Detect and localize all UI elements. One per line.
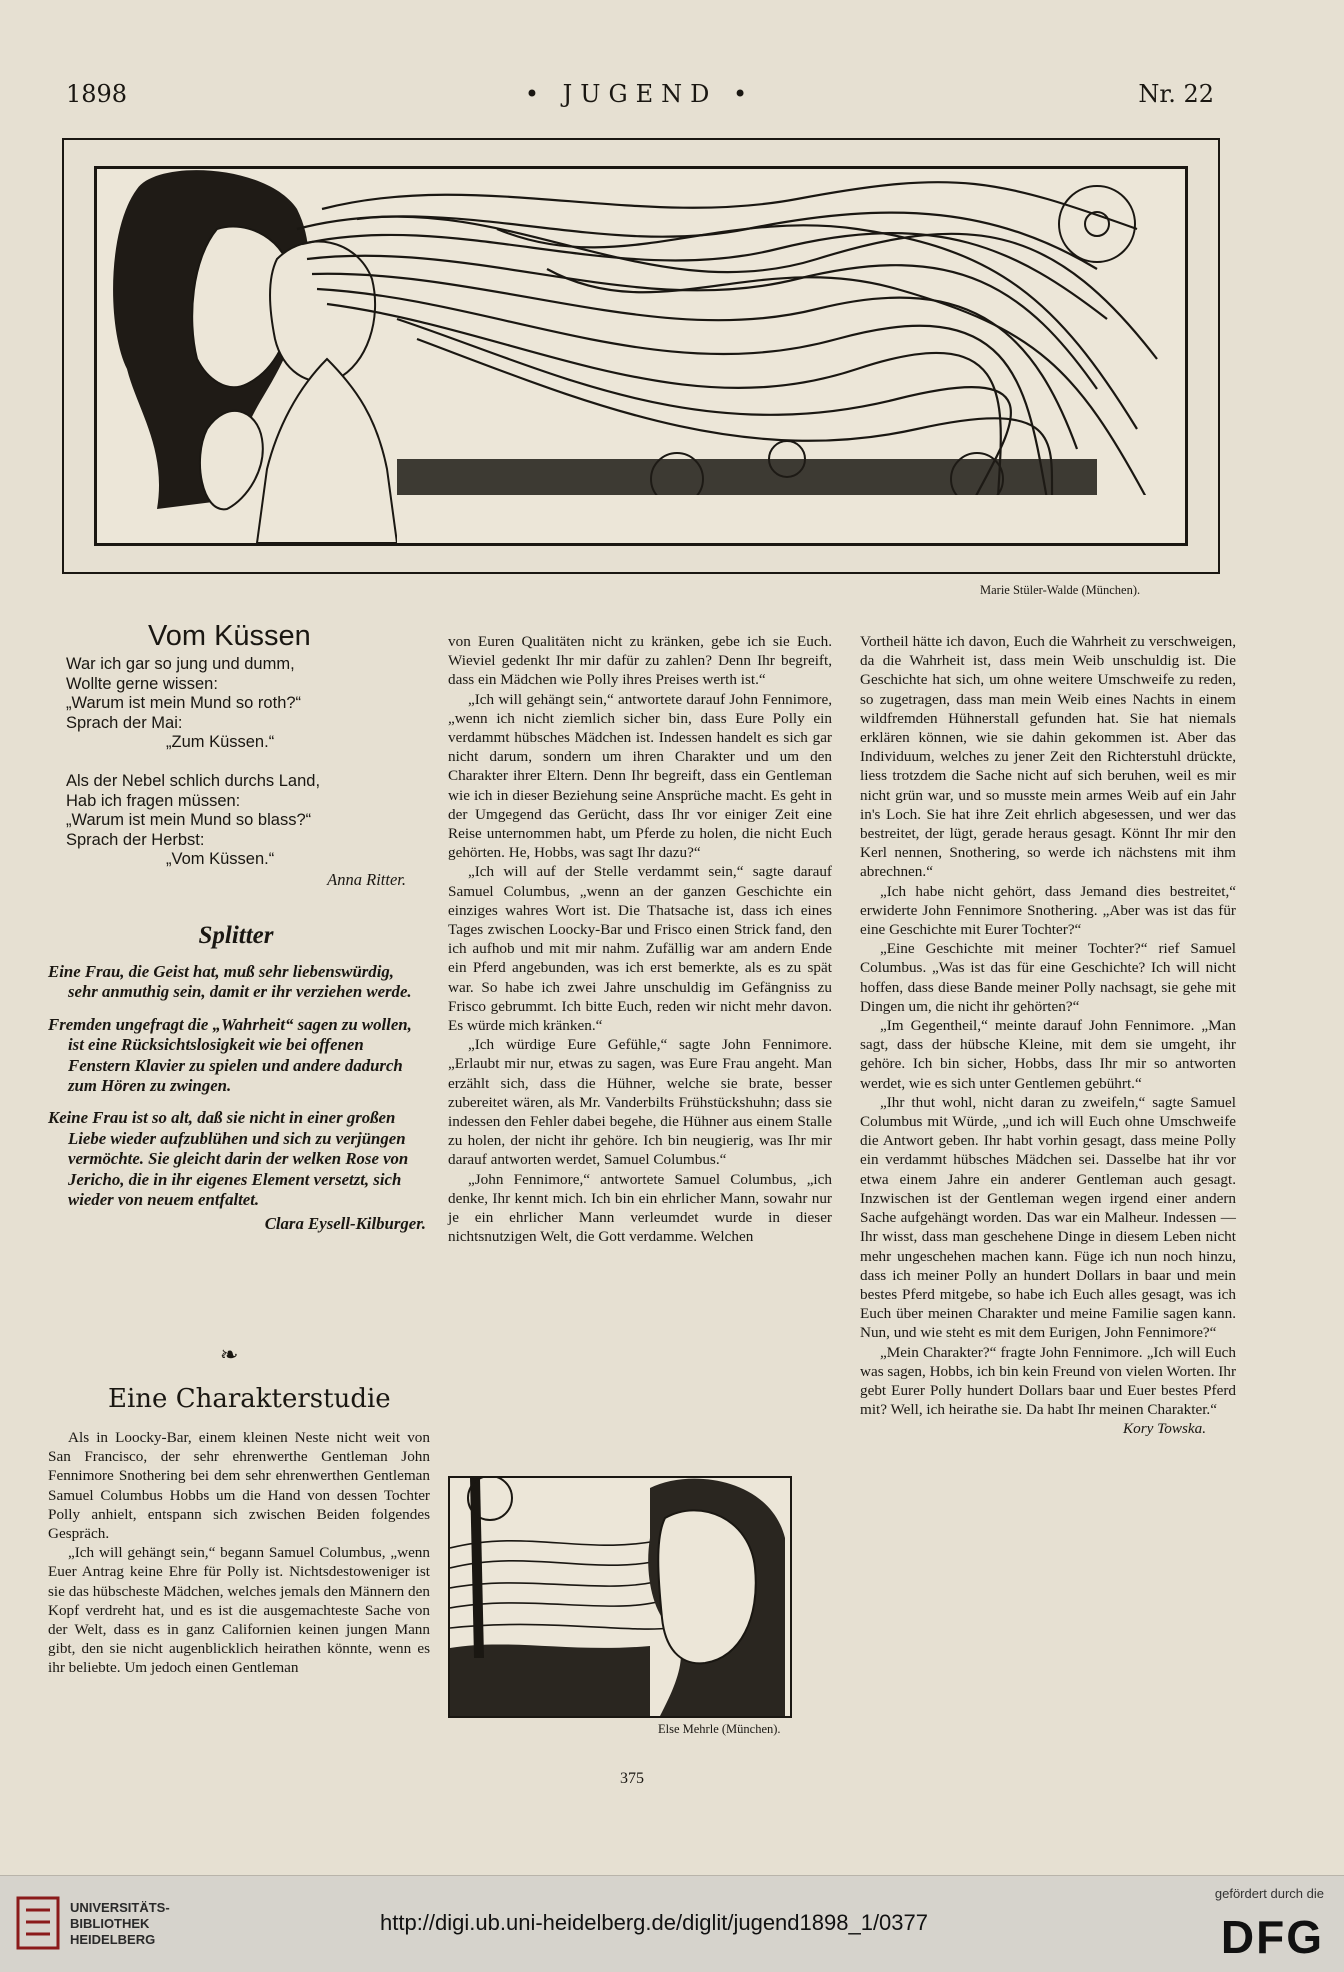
paragraph: „Ich habe nicht gehört, dass Jemand dies bestreitet,“ erwiderte John Fennimore Snothering. „Aber was ist das für eine Geschichte mit Eurer Tochter?“	[860, 882, 1236, 939]
poem-author: Anna Ritter.	[327, 869, 406, 889]
university-seal-icon[interactable]	[16, 1896, 60, 1950]
top-illustration	[94, 166, 1188, 546]
story-column-1	[48, 1428, 430, 1678]
paragraph: Vortheil hätte ich davon, Euch die Wahrheit zu verschweigen, da die Wahrheit ist, dass mein Weib unschuldig ist. Die Geschichte hat sich, um ohne weitere Umschweife zu reden, so zugetragen, dass man mein Weib eines Nachts in einem wildfremden Hühnerstall gefunden hat. Sie hat niemals erklären können, wie sie dahin gekommen ist. Aber das Individuum, welches zu jener Zeit den Richterstuhl drückte, liess trotzdem die Sache nicht auf sich beruhen, weil es mir nicht grün war, und so musste mein armes Weib auf ein Jahr in's Loch. Sie hat ihre Zeit ehrlich abgesessen, und wer das bestreitet, der lügt, gerade heraus gesagt. Könnt Ihr mir den Kerl nennen, Snothering, so werde ich nächstens mit ihm abrechnen.“	[860, 633, 1236, 881]
header-title: • JUGEND •	[524, 80, 756, 108]
poem-line: „Warum ist mein Mund so blass?“	[66, 811, 312, 830]
story-column-2	[448, 632, 832, 1247]
funded-by-label: gefördert durch die	[1214, 1886, 1324, 1901]
paragraph: „Ihr thut wohl, nicht daran zu zweifeln,“ sagte Samuel Columbus mit Würde, „und ich will Euch ohne Umschweife die Antwort geben. Ihr habt vorhin gesagt, dass meine Polly ein verdammt hübsches Mädchen sei. Dasselbe hat ihr vor etwa einem Jahre ein anderer Gentleman auch gesagt. Inzwischen ist der Gentleman wegen irgend einer andern Sache aufgehängt worden. Das war ein Malheur. Indessen — Ihr wisst, dass man geschehene Dinge in diesem Leben nicht mehr ungeschehen machen kann. Füge ich nun noch hinzu, dass ich meiner Polly an hundert Dollars in baar und mein bestes Pferd mitgebe, so habe ich Euch alles gesagt, was ich Euch über meinen Charakter und meine Familie sagen kann. Nun, und wie steht es mit dem Eurigen, John Fennimore?“	[860, 1093, 1236, 1342]
source-url-link[interactable]: http://digi.ub.uni-heidelberg.de/diglit/jugend1898_1/0377	[380, 1910, 928, 1935]
poem-line: „Warum ist mein Mund so roth?“	[66, 694, 302, 713]
bottom-illustration	[448, 1476, 792, 1718]
poem-line: „Zum Küssen.“	[166, 733, 275, 752]
poem-line: Hab ich fragen müssen:	[66, 791, 241, 810]
paragraph: „Eine Geschichte mit meiner Tochter?“ rief Samuel Columbus. „Was ist das für eine Geschichte? Ich will nicht hoffen, dass diese Bande meiner Polly nachsagt, sie gehe mit Dingen um, die nicht ihr gehörten?“	[860, 940, 1236, 1015]
header-year: 1898	[66, 80, 128, 108]
aphorism: Eine Frau, die Geist hat, muß sehr liebenswürdig, sehr anmuthig sein, damit er ihr verziehen werde.	[48, 962, 412, 1002]
paragraph: Als in Loocky-Bar, einem kleinen Neste nicht weit von San Francisco, der sehr ehrenwerthe Gentleman John Fennimore Snothering bei dem sehr ehrenwerthen Gentleman Samuel Columbus Hobbs um die Hand von dessen Tochter Polly anhielt, entspann sich zwischen Beiden folgendes Gespräch.	[48, 1429, 430, 1543]
paragraph: „Ich will gehängt sein,“ begann Samuel Columbus, „wenn Euer Antrag keine Ehre für Polly ist. Nichtsdestoweniger ist sie das hübscheste Mädchen, welches jemals den Männern den Kopf verdreht hat, und es ist die ausgemachteste Sache von der Welt, dass es in ganz Californien keinen jungen Mann gibt, den sie nicht augenblicklich heirathen könnte, wenn es ihr beliebte. Um jedoch einen Gentleman	[48, 1544, 430, 1677]
poem-title: Vom Küssen	[148, 620, 311, 652]
aphorism: Fremden ungefragt die „Wahrheit“ sagen zu wollen, ist eine Rücksichtslosigkeit wie bei offenen Fenstern Klavier zu spielen und andere dadurch zum Hören zu zwingen.	[48, 1014, 412, 1096]
dfg-logo[interactable]: DFG	[1220, 1911, 1324, 1963]
poem-line: „Vom Küssen.“	[166, 850, 275, 869]
top-illustration-frame	[62, 138, 1220, 574]
aphorism: Keine Frau ist so alt, daß sie nicht in einer großen Liebe wieder aufzublühen und sich zu verjüngen vermöchte. Sie gleicht darin der welken Rose von Jericho, die in ihr eigenes Element versetzt, sich wieder von neuem entfaltet.	[48, 1108, 409, 1210]
splitter-title: Splitter	[198, 922, 274, 949]
paragraph: „Ich würdige Eure Gefühle,“ sagte John Fennimore. „Erlaubt mir nur, etwas zu sagen, was Eure Frau angeht. Man erzählt sich, dass die Hühner, welche sie brate, besser zubereitet wären, als Mr. Vanderbilts Frühstückshuhn; dass sie indessen den Fehler dabei begehe, die Hühner aus einem Stalle zu holen, der nicht ihr gehöre. Ich bin neugierig, was Ihr mir darauf antworten werdet, Samuel Columbus.“	[448, 1036, 832, 1169]
paragraph: von Euren Qualitäten nicht zu kränken, gebe ich sie Euch. Wieviel gedenkt Ihr mir dafür zu zahlen? Denn Ihr begreift, dass ein Mädchen wie Polly ihres Preises werth ist.“	[448, 633, 832, 689]
poem-line: Wollte gerne wissen:	[66, 674, 218, 693]
splitter-aphorisms	[48, 962, 426, 1235]
flowing-hair-illustration	[97, 169, 1185, 543]
top-illustration-caption: Marie Stüler-Walde (München).	[980, 583, 1141, 597]
page-header	[66, 80, 1214, 112]
poem-line: War ich gar so jung und dumm,	[66, 655, 295, 673]
story-column-3	[860, 632, 1236, 1439]
story-title: Eine Charakterstudie	[108, 1384, 391, 1414]
header-issue: Nr. 22	[1138, 80, 1214, 108]
bottom-illustration-caption: Else Mehrle (München).	[658, 1722, 781, 1736]
poem	[66, 655, 406, 890]
poem-line: Sprach der Herbst:	[66, 830, 205, 849]
paragraph: „Mein Charakter?“ fragte John Fennimore. „Ich will Euch was sagen, Hobbs, ich bin kein Freund von vielen Worten. Ihr gebt Eurer Polly hundert Dollars baar und Euer bestes Pferd mit? Well, ich heirathe sie. Da habt Ihr meinen Charakter.“	[860, 1343, 1237, 1419]
paragraph: „Ich will auf der Stelle verdammt sein,“ sagte darauf Samuel Columbus, „wenn an der ganzen Geschichte ein einziges wahres Wort ist. Die Thatsache ist, dass ich eines Tages zwischen Loocky-Bar und Frisco einen Strick fand, den ich aufhob und mit mir nahm. Zufällig war am andern Ende ein Pferd angebunden, was ich erst bemerkte, als es zu spät war. So habe ich zwei Jahre unschuldig im Gefängniss zu Frisco gebrummt. Ich bitte Euch, reden wir nicht mehr davon. Es würde mich kränken.“	[448, 863, 832, 1035]
poem-line: Als der Nebel schlich durchs Land,	[66, 771, 321, 790]
paragraph: „Im Gegentheil,“ meinte darauf John Fennimore. „Man sagt, dass der hübsche Kleine, mit dem sie umgeht, ihr gehöre. Ich bin sicher, Hobbs, dass Ihr mir so antworten werdet, wie es sich unter Gentlemen gebührt.“	[860, 1017, 1236, 1092]
splitter-author: Clara Eysell-Kilburger.	[264, 1214, 426, 1234]
institution-name[interactable]: UNIVERSITÄTS- BIBLIOTHEK HEIDELBERG	[70, 1900, 170, 1947]
page-number: 375	[620, 1770, 644, 1787]
paragraph: „Ich will gehängt sein,“ antwortete darauf John Fennimore, „wenn ich nicht ziemlich sicher bin, dass Eure Polly ein verdammt hübsches Mädchen ist. Indessen handelt es sich gar nicht darum, sondern um ihren Charakter und um den Charakter ihrer Eltern. Denn Ihr begreift, dass ein Gentleman wie ich in dieser Beziehung seine Ansprüche macht. Es geht in der Umgegend das Gerücht, dass Ihr vor einiger Zeit eine Reise unternommen habt, um Pferde zu holen, die nicht Euch gehörten. He, Hobbs, was sagt Ihr dazu?“	[448, 690, 832, 862]
story-author: Kory Towska.	[1123, 1420, 1206, 1438]
footer-bar	[0, 1875, 1344, 1972]
portrait-landscape-illustration	[450, 1478, 790, 1716]
poem-line: Sprach der Mai:	[66, 713, 183, 732]
ornament-icon: ❧	[220, 1342, 239, 1367]
paragraph: „John Fennimore,“ antwortete Samuel Columbus, „ich denke, Ihr kennt mich. Ich bin ein ehrlicher Mann, sowahr nur je ein ehrlicher Mann verleumdet wurde in dieser nichtsnutzigen Welt, die Gott verdamme. Welchen	[448, 1170, 832, 1246]
